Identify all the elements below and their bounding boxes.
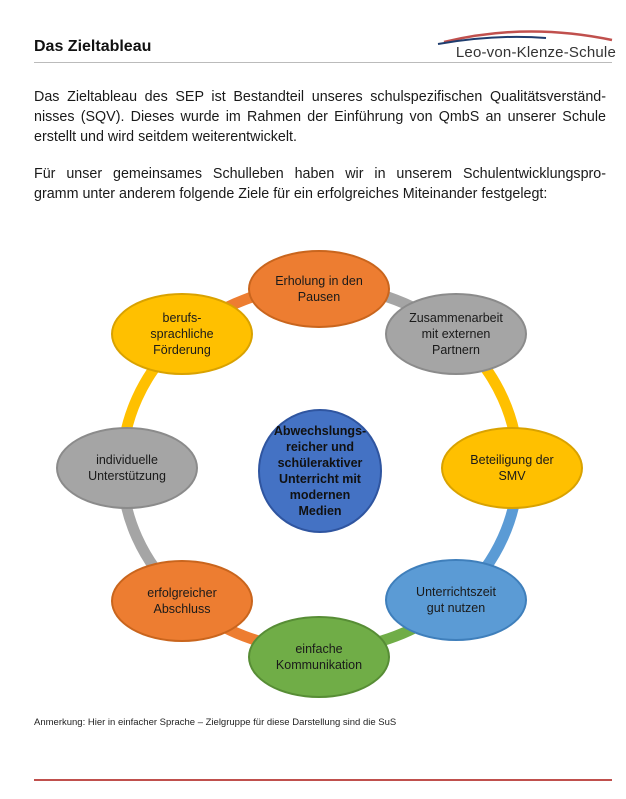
- intro-paragraph-1: [34, 87, 606, 147]
- goal-text: Erholung in den: [275, 274, 363, 288]
- goal-text: Unterrichtszeit: [416, 585, 496, 599]
- page-title: Das Zieltableau: [34, 38, 152, 55]
- center-text: reicher und: [285, 440, 355, 454]
- goal-text: Zusammenarbeit: [409, 311, 503, 325]
- goal-text: Förderung: [153, 343, 211, 357]
- header-divider: [34, 62, 612, 63]
- text-line: nisses (SQV). Dieses wurde im Rahmen der Einführung von QmbS an unserer Schule: [34, 109, 606, 125]
- goal-foerderung: [111, 293, 253, 375]
- text-line: Das Zieltableau des SEP ist Bestandteil unseres schulspezifischen Qualitätsverständ-: [34, 89, 606, 105]
- goal-text: berufs-: [162, 311, 202, 325]
- goal-text: Abschluss: [153, 602, 211, 616]
- goal-text: einfache: [295, 642, 343, 656]
- goal-text: Beteiligung der: [470, 453, 554, 467]
- goal-text: Pausen: [297, 290, 341, 304]
- text-line: erstellt und wird seitdem weiterentwickelt.: [34, 129, 298, 145]
- goal-text: Kommunikation: [275, 658, 363, 672]
- goal-smv: [441, 427, 583, 509]
- footer-divider: [34, 779, 612, 781]
- school-logo: [436, 26, 616, 66]
- goal-erholung: [248, 250, 390, 328]
- goal-diagram: [0, 240, 626, 710]
- center-text: schüleraktiver: [277, 456, 363, 470]
- central-goal: [258, 409, 382, 533]
- goal-text: gut nutzen: [426, 601, 486, 615]
- center-text: modernen: [289, 488, 351, 502]
- goal-abschluss: [111, 560, 253, 642]
- goal-zusammenarbeit: [385, 293, 527, 375]
- footnote: Anmerkung: Hier in einfacher Sprache – Zielgruppe für diese Darstellung sind die SuS: [34, 717, 397, 728]
- goal-unterstuetzung: [56, 427, 198, 509]
- goal-text: mit externen: [421, 327, 491, 341]
- text-line: Für unser gemeinsames Schulleben haben wir in unserem Schulentwicklungspro-: [34, 166, 606, 182]
- goal-text: Unterstützung: [88, 469, 166, 483]
- intro-paragraph-2: [34, 164, 606, 204]
- center-text: Medien: [298, 504, 342, 518]
- goal-kommunikation: [248, 616, 390, 698]
- goal-text: Partnern: [432, 343, 480, 357]
- school-name: Leo-von-Klenze-Schule: [455, 44, 616, 61]
- goal-unterrichtszeit: [385, 559, 527, 641]
- goal-text: SMV: [498, 469, 526, 483]
- goal-text: individuelle: [96, 453, 158, 467]
- goal-text: erfolgreicher: [147, 586, 217, 600]
- goal-text: sprachliche: [150, 327, 214, 341]
- center-text: Unterricht mit: [279, 472, 361, 486]
- text-line: gramm unter anderem folgende Ziele für ein erfolgreiches Miteinander festgelegt:: [34, 186, 548, 202]
- center-text: Abwechslungs-: [273, 424, 367, 438]
